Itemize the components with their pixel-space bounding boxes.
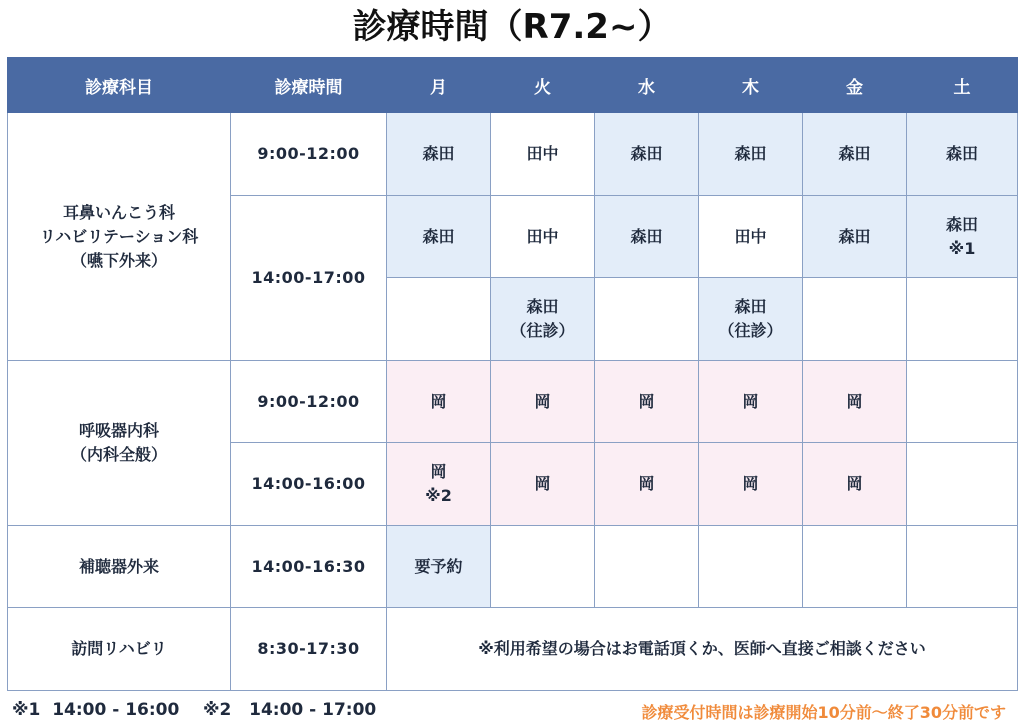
header-time: 診療時間	[231, 58, 387, 113]
time-cell: 9:00-12:00	[231, 113, 387, 196]
empty-cell	[595, 526, 699, 608]
dept-visit: 訪問リハビリ	[8, 608, 231, 691]
house-call-cell	[699, 278, 803, 361]
empty-cell	[387, 278, 491, 361]
doctor-cell: 田中	[491, 196, 595, 278]
doctor-cell: 森田	[907, 113, 1018, 196]
house-call-label: （往診）	[510, 321, 575, 340]
doctor-cell: 岡	[491, 361, 595, 443]
footnote-mark: ※1	[948, 238, 976, 258]
doctor-name: 森田	[734, 297, 767, 316]
doctor-name: 森田	[945, 214, 978, 234]
header-tue: 火	[491, 58, 595, 113]
dept-ent-line3: （嚥下外来）	[70, 250, 167, 270]
doctor-cell: 岡	[595, 361, 699, 443]
schedule-table	[7, 57, 1018, 691]
doctor-cell-mon	[387, 443, 491, 526]
header-mon: 月	[387, 58, 491, 113]
doctor-cell: 岡	[387, 361, 491, 443]
empty-cell	[907, 443, 1018, 526]
dept-resp	[8, 361, 231, 526]
empty-cell	[907, 361, 1018, 443]
doctor-cell: 森田	[699, 113, 803, 196]
empty-cell	[803, 278, 907, 361]
dept-ent-line2: リハビリテーション科	[39, 226, 199, 246]
doctor-cell: 森田	[595, 196, 699, 278]
empty-cell	[699, 526, 803, 608]
header-dept: 診療科目	[8, 58, 231, 113]
empty-cell	[595, 278, 699, 361]
empty-cell	[491, 526, 595, 608]
table-row	[8, 361, 1018, 443]
dept-resp-line2: （内科全般）	[70, 445, 167, 464]
empty-cell	[907, 526, 1018, 608]
header-wed: 水	[595, 58, 699, 113]
doctor-cell: 田中	[699, 196, 803, 278]
doctor-cell: 岡	[699, 443, 803, 526]
reservation-cell: 要予約	[387, 526, 491, 608]
doctor-cell: 岡	[803, 361, 907, 443]
visit-note: ※利用希望の場合はお電話頂くか、医師へ直接ご相談ください	[387, 608, 1018, 691]
header-thu: 木	[699, 58, 803, 113]
doctor-cell: 森田	[387, 113, 491, 196]
table-row	[8, 608, 1018, 691]
footnote-2: ※2 14:00 - 17:00	[203, 700, 377, 720]
empty-cell	[907, 278, 1018, 361]
doctor-name: 岡	[430, 462, 447, 481]
empty-cell	[803, 526, 907, 608]
table-row	[8, 526, 1018, 608]
time-cell: 8:30-17:30	[231, 608, 387, 691]
time-cell: 14:00-16:30	[231, 526, 387, 608]
header-sat: 土	[907, 58, 1018, 113]
doctor-cell: 岡	[803, 443, 907, 526]
doctor-cell: 森田	[387, 196, 491, 278]
doctor-cell: 岡	[491, 443, 595, 526]
dept-ent-line1: 耳鼻いんこう科	[62, 202, 175, 222]
footnote-mark: ※2	[425, 486, 452, 505]
footnotes	[12, 700, 376, 720]
doctor-cell: 森田	[803, 196, 907, 278]
doctor-cell: 岡	[699, 361, 803, 443]
header-fri: 金	[803, 58, 907, 113]
time-cell: 14:00-16:00	[231, 443, 387, 526]
dept-ent	[8, 113, 231, 361]
time-cell: 14:00-17:00	[231, 196, 387, 361]
house-call-cell	[491, 278, 595, 361]
footnote-1: ※1 14:00 - 16:00	[12, 700, 180, 720]
dept-hearing: 補聴器外来	[8, 526, 231, 608]
dept-resp-line1: 呼吸器内科	[78, 421, 159, 440]
house-call-label: （往診）	[718, 321, 783, 340]
doctor-cell: 森田	[803, 113, 907, 196]
doctor-cell: 岡	[595, 443, 699, 526]
reception-note: 診療受付時間は診療開始10分前～終了30分前です	[641, 703, 1006, 722]
time-cell: 9:00-12:00	[231, 361, 387, 443]
header-row	[8, 58, 1018, 113]
table-row	[8, 113, 1018, 196]
doctor-cell: 森田	[595, 113, 699, 196]
doctor-cell-sat	[907, 196, 1018, 278]
doctor-cell: 田中	[491, 113, 595, 196]
doctor-name: 森田	[526, 297, 559, 316]
page-title: 診療時間（R7.2~）	[352, 7, 672, 47]
